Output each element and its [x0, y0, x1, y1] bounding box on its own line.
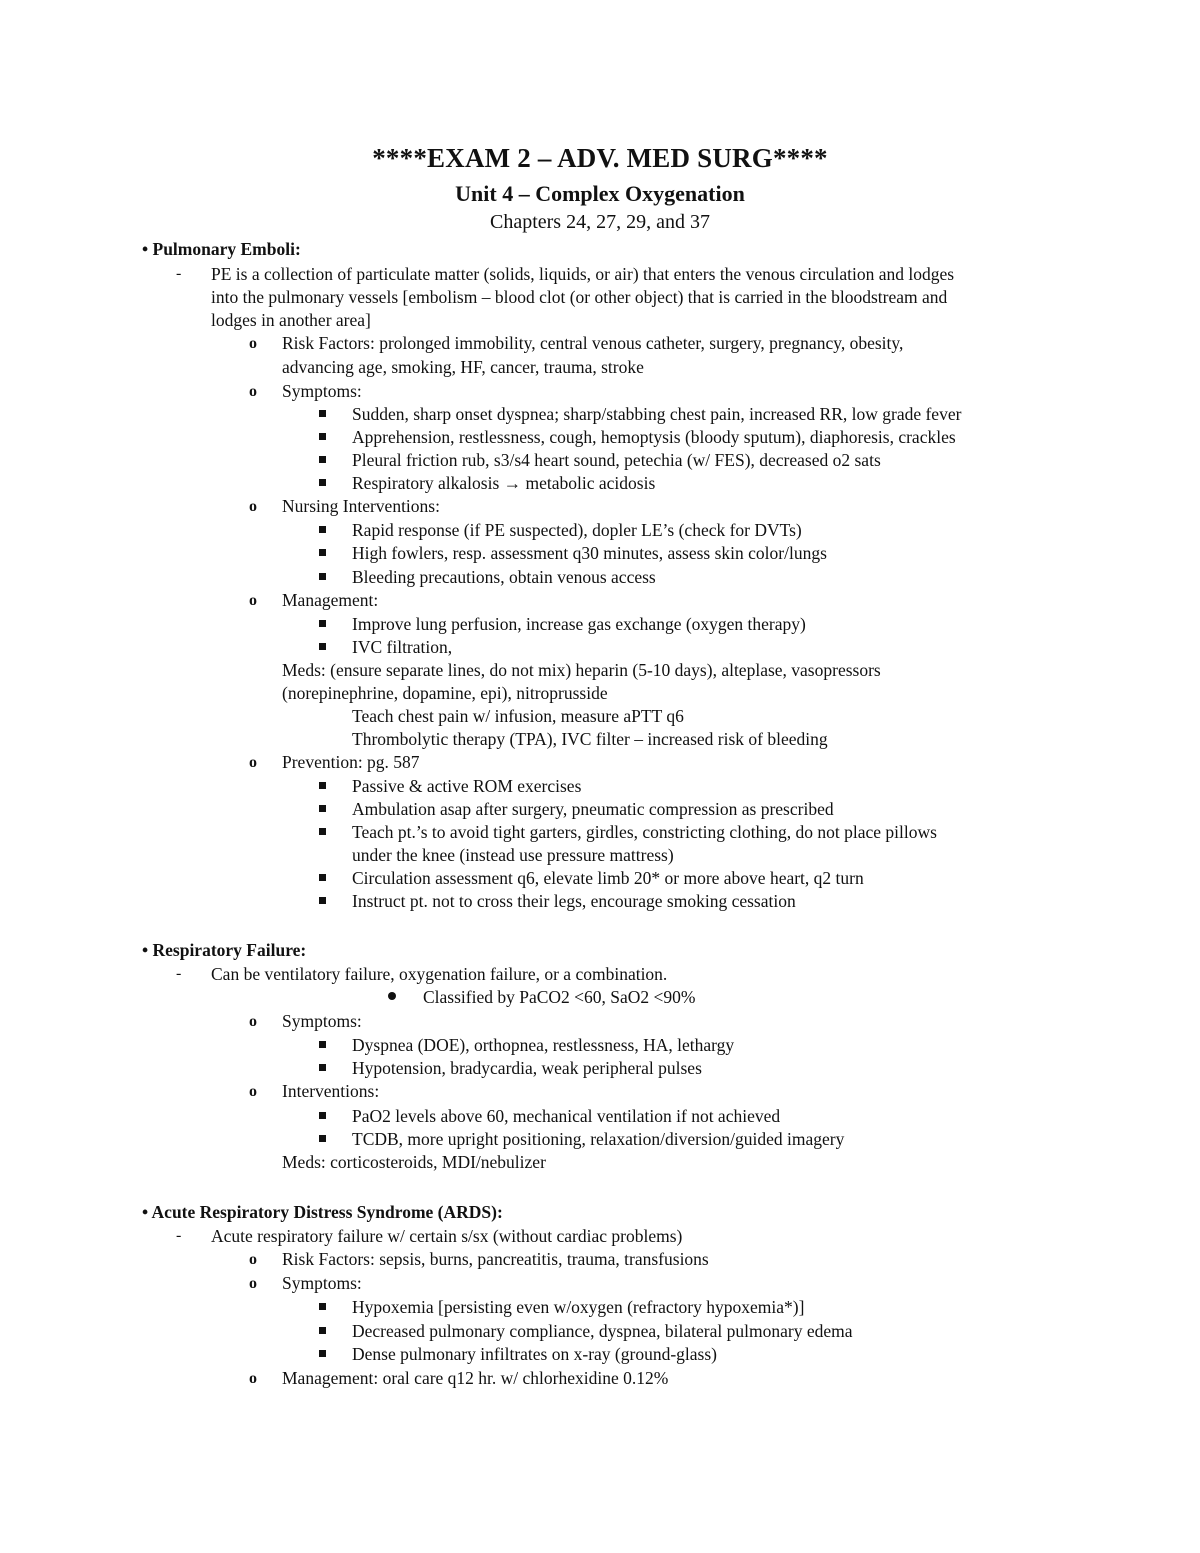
circle-bullet: o — [249, 754, 257, 771]
pe-definition-line: PE is a collection of particulate matter (solids, liquids, or air) that enters the venous circulation and lodges — [211, 264, 955, 284]
pe-meds-note: Teach chest pain w/ infusion, measure aPTT q6 — [352, 706, 684, 726]
circle-bullet: o — [249, 383, 257, 400]
square-bullet — [319, 410, 326, 417]
square-bullet — [319, 526, 326, 533]
rf-symptom-item: Dyspnea (DOE), orthopnea, restlessness, HA, lethargy — [352, 1035, 735, 1055]
section-heading-respiratory-failure: • Respiratory Failure: — [142, 940, 307, 960]
pe-prevention-item: Passive & active ROM exercises — [352, 776, 582, 796]
rf-symptom-item: Hypotension, bradycardia, weak peripheral pulses — [352, 1058, 702, 1078]
ards-symptoms-label: Symptoms: — [282, 1273, 362, 1293]
dash-bullet: - — [176, 265, 182, 282]
pe-management-item: Improve lung perfusion, increase gas exchange (oxygen therapy) — [352, 614, 806, 634]
pe-meds-line: (norepinephrine, dopamine, epi), nitroprusside — [282, 683, 608, 703]
circle-bullet: o — [249, 1251, 257, 1268]
pe-nursing-item: Bleeding precautions, obtain venous access — [352, 567, 656, 587]
circle-bullet: o — [249, 498, 257, 515]
pe-symptom-item: Sudden, sharp onset dyspnea; sharp/stabbing chest pain, increased RR, low grade fever — [352, 404, 962, 424]
square-bullet — [319, 1327, 326, 1334]
pe-symptoms-label: Symptoms: — [282, 381, 362, 401]
pe-meds-line: Meds: (ensure separate lines, do not mix) heparin (5-10 days), alteplase, vasopressors — [282, 660, 881, 680]
square-bullet — [319, 1064, 326, 1071]
ards-symptom-item: Decreased pulmonary compliance, dyspnea, bilateral pulmonary edema — [352, 1321, 853, 1341]
pe-nursing-label: Nursing Interventions: — [282, 496, 440, 516]
circle-bullet: o — [249, 1013, 257, 1030]
square-bullet — [319, 549, 326, 556]
square-bullet — [319, 874, 326, 881]
ards-risk-factors: Risk Factors: sepsis, burns, pancreatitis, trauma, transfusions — [282, 1249, 709, 1269]
unit-title: Unit 4 – Complex Oxygenation — [455, 181, 745, 206]
pe-nursing-item: Rapid response (if PE suspected), dopler LE’s (check for DVTs) — [352, 520, 802, 540]
square-bullet — [319, 1041, 326, 1048]
rf-meds: Meds: corticosteroids, MDI/nebulizer — [282, 1152, 546, 1172]
square-bullet — [319, 573, 326, 580]
square-bullet — [319, 479, 326, 486]
circle-bullet: o — [249, 1370, 257, 1387]
square-bullet — [319, 828, 326, 835]
dash-bullet: - — [176, 965, 182, 982]
section-heading-ards: • Acute Respiratory Distress Syndrome (ARDS): — [142, 1202, 503, 1222]
pe-symptom-item: Respiratory alkalosis → metabolic acidosis — [352, 473, 656, 493]
pe-prevention-item: Teach pt.’s to avoid tight garters, girdles, constricting clothing, do not place pillows — [352, 822, 937, 842]
ards-management: Management: oral care q12 hr. w/ chlorhexidine 0.12% — [282, 1368, 669, 1388]
pe-symptom-item: Pleural friction rub, s3/s4 heart sound, petechia (w/ FES), decreased o2 sats — [352, 450, 881, 470]
section-heading-pulmonary-emboli: • Pulmonary Emboli: — [142, 239, 301, 259]
square-bullet — [319, 456, 326, 463]
pe-definition-line: into the pulmonary vessels [embolism – blood clot (or other object) that is carried in the bloodstream and — [211, 287, 948, 307]
rf-classified: Classified by PaCO2 <60, SaO2 <90% — [423, 987, 696, 1007]
ards-symptom-item: Dense pulmonary infiltrates on x-ray (ground-glass) — [352, 1344, 717, 1364]
pe-nursing-item: High fowlers, resp. assessment q30 minutes, assess skin color/lungs — [352, 543, 827, 563]
square-bullet — [319, 1303, 326, 1310]
circle-bullet: o — [249, 335, 257, 352]
circle-bullet: o — [249, 1275, 257, 1292]
square-bullet — [319, 1350, 326, 1357]
square-bullet — [319, 782, 326, 789]
rf-symptoms-label: Symptoms: — [282, 1011, 362, 1031]
pe-prevention-item: Circulation assessment q6, elevate limb 20* or more above heart, q2 turn — [352, 868, 864, 888]
square-bullet — [319, 805, 326, 812]
ards-definition: Acute respiratory failure w/ certain s/sx (without cardiac problems) — [211, 1226, 683, 1246]
rf-intervention-item: TCDB, more upright positioning, relaxation/diversion/guided imagery — [352, 1129, 845, 1149]
pe-prevention-label: Prevention: pg. 587 — [282, 752, 420, 772]
dash-bullet: - — [176, 1227, 182, 1244]
square-bullet — [319, 1112, 326, 1119]
chapters-subtitle: Chapters 24, 27, 29, and 37 — [490, 211, 710, 233]
pe-symptom-item: Apprehension, restlessness, cough, hemoptysis (bloody sputum), diaphoresis, crackles — [352, 427, 956, 447]
pe-management-label: Management: — [282, 590, 379, 610]
pe-definition-line: lodges in another area] — [211, 310, 371, 330]
pe-risk-factors: Risk Factors: prolonged immobility, central venous catheter, surgery, pregnancy, obesity, — [282, 333, 904, 353]
pe-prevention-item: Instruct pt. not to cross their legs, encourage smoking cessation — [352, 891, 796, 911]
rf-intervention-item: PaO2 levels above 60, mechanical ventilation if not achieved — [352, 1106, 781, 1126]
square-bullet — [319, 433, 326, 440]
pe-prevention-item: Ambulation asap after surgery, pneumatic compression as prescribed — [352, 799, 834, 819]
pe-prevention-item: under the knee (instead use pressure mattress) — [352, 845, 674, 865]
pe-risk-factors: advancing age, smoking, HF, cancer, trauma, stroke — [282, 357, 644, 377]
square-bullet — [319, 1135, 326, 1142]
rf-interventions-label: Interventions: — [282, 1081, 380, 1101]
circle-bullet: o — [249, 1083, 257, 1100]
ards-symptom-item: Hypoxemia [persisting even w/oxygen (refractory hypoxemia*)] — [352, 1297, 805, 1317]
square-bullet — [319, 620, 326, 627]
circle-bullet: o — [249, 592, 257, 609]
round-bullet — [388, 992, 396, 1000]
pe-meds-note: Thrombolytic therapy (TPA), IVC filter – increased risk of bleeding — [352, 729, 828, 749]
page-title: ****EXAM 2 – ADV. MED SURG**** — [372, 143, 828, 173]
square-bullet — [319, 897, 326, 904]
pe-management-item: IVC filtration, — [352, 637, 453, 657]
square-bullet — [319, 643, 326, 650]
rf-definition: Can be ventilatory failure, oxygenation failure, or a combination. — [211, 964, 668, 984]
